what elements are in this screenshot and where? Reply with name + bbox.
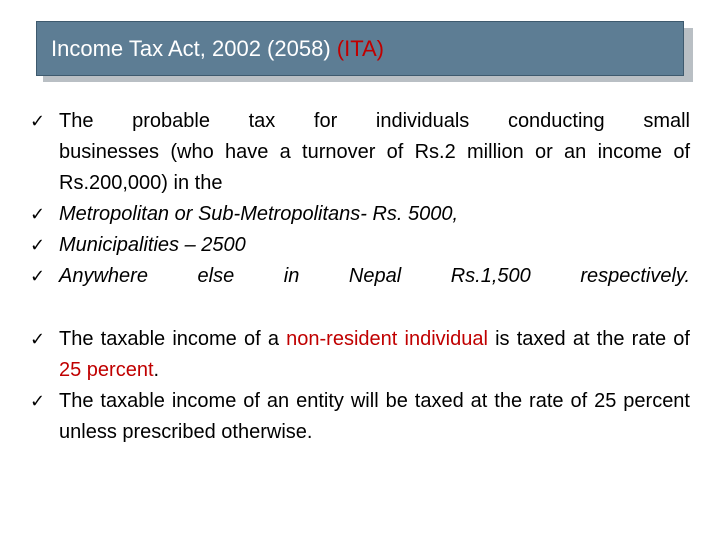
bullet-text: Anywhere else in Nepal Rs.1,500 respectively. (59, 265, 690, 287)
title-banner (36, 21, 684, 76)
bullet-text-rest: businesses (who have a turnover of Rs.2 million or an income of Rs.200,000) in the (59, 141, 690, 194)
highlight-rate: 25 percent (59, 359, 154, 381)
bullet-text (59, 324, 690, 386)
bullet-text: Municipalities – 2500 (59, 234, 246, 256)
bullet-text: Metropolitan or Sub-Metropolitans- Rs. 5000, (59, 203, 459, 225)
check-icon: ✓ (30, 329, 46, 350)
check-icon: ✓ (30, 235, 46, 256)
text-segment: . (153, 359, 160, 381)
bullet-item-entity (30, 386, 690, 448)
check-icon: ✓ (30, 204, 46, 225)
highlight-non-resident: non-resident individual (286, 328, 488, 350)
check-icon: ✓ (30, 391, 46, 412)
bullet-list (30, 106, 690, 448)
title-main: Income Tax Act, 2002 (2058) (51, 36, 337, 61)
bullet-text-line1: The probable tax for individuals conducting small (59, 110, 690, 132)
bullet-item-anywhere-else (30, 261, 690, 292)
bullet-item-probable-tax (30, 106, 690, 199)
text-segment: is taxed at the rate of (487, 328, 690, 350)
bullet-text: The taxable income of an entity will be taxed at the rate of 25 percent unless prescribed otherwise. (59, 390, 690, 443)
check-icon: ✓ (30, 266, 46, 287)
bullet-item-municipalities (30, 230, 690, 261)
check-icon: ✓ (30, 111, 46, 132)
bullet-item-non-resident (30, 324, 690, 386)
title-accent: (ITA) (336, 36, 385, 61)
bullet-item-metropolitan (30, 199, 690, 230)
text-segment: The taxable income of a (59, 328, 287, 350)
spacer (30, 292, 690, 324)
slide-title (51, 36, 384, 62)
